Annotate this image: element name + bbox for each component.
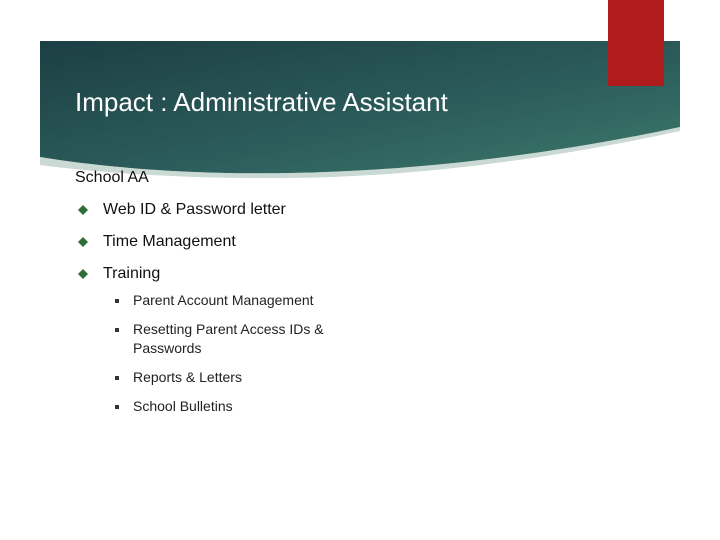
bullet-label: Time Management	[103, 233, 236, 250]
bullet-item	[75, 262, 286, 294]
slide-subtitle: School AA	[75, 169, 149, 186]
sub-bullet-label: Parent Account Management	[133, 292, 314, 308]
square-bullet-icon	[115, 299, 119, 303]
sub-bullet-item	[113, 291, 373, 310]
diamond-bullet-icon	[78, 237, 88, 247]
accent-bar	[608, 0, 664, 86]
bullet-label: Training	[103, 265, 161, 282]
sub-bullet-label: School Bulletins	[133, 398, 233, 414]
sub-bullet-label: Reports & Letters	[133, 369, 242, 385]
square-bullet-icon	[115, 328, 119, 332]
square-bullet-icon	[115, 376, 119, 380]
sub-bullet-item	[113, 320, 373, 358]
sub-bullet-item	[113, 368, 373, 387]
diamond-bullet-icon	[78, 205, 88, 215]
sub-bullet-list	[113, 291, 373, 426]
bullet-item	[75, 230, 286, 262]
bullet-list	[75, 198, 286, 294]
diamond-bullet-icon	[78, 269, 88, 279]
bullet-item	[75, 198, 286, 230]
bullet-label: Web ID & Password letter	[103, 201, 286, 218]
sub-bullet-label: Resetting Parent Access IDs & Passwords	[133, 321, 324, 356]
sub-bullet-item	[113, 397, 373, 416]
slide-title: Impact : Administrative Assistant	[75, 87, 448, 117]
square-bullet-icon	[115, 405, 119, 409]
